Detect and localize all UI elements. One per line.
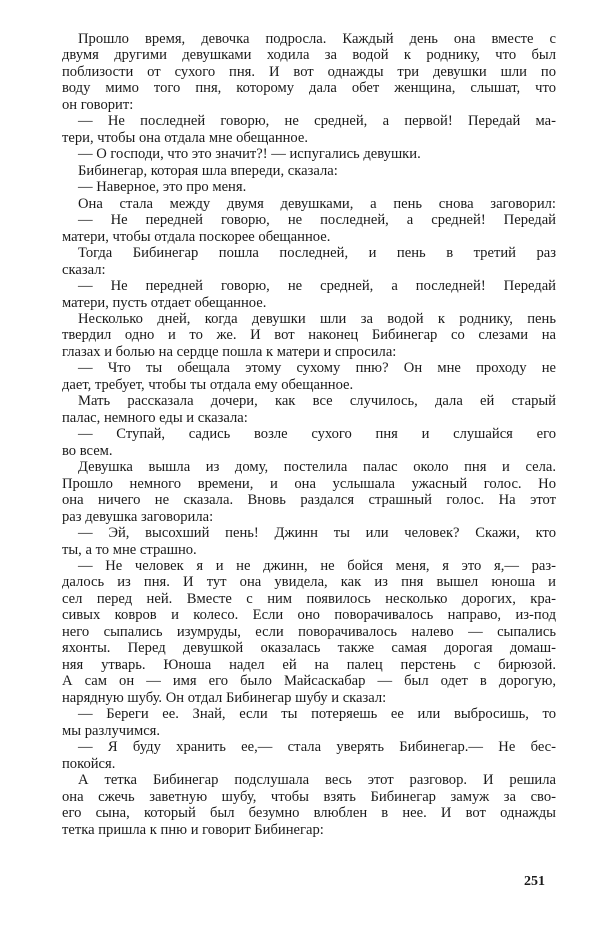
paragraph [62,113,556,146]
text-line: сказал: [62,261,106,278]
book-page-text [62,31,556,838]
text-line: — Не передней говорю, не средней, а последней! Передай [78,278,556,295]
text-line: Прошло немного времени, и она услышала ужасный голос. Но [62,475,556,492]
text-line: нарядную шубу. Он отдал Бибинегар шубу и сказал: [62,689,387,706]
text-line: она сжечь заветную шубу, чтобы взять Бибинегар замуж за сво- [62,788,556,805]
paragraph [62,245,556,278]
text-line: — Наверное, это про меня. [78,179,247,196]
text-line: А сам он — имя его было Майсаскабар — был одет в дорогую, [62,673,556,690]
text-line: Мать рассказала дочери, как все случилось, дала ей старый [78,393,556,410]
text-line: далось из пня. И тут она увидела, как из пня вышел юноша и [62,574,556,591]
text-line: — Береги ее. Знай, если ты потеряешь ее или выбросишь, то [78,706,556,723]
text-line: — Не передней говорю, не последней, а средней! Передай [78,212,556,229]
text-line: Бибинегар, которая шла впереди, сказала: [78,162,338,179]
text-line: сивых ковров и колесо. Если оно поворачивалось направо, из-под [62,607,556,624]
text-line: сел перед ней. Вместе с ним появилось несколько дорогих, кра- [62,590,556,607]
text-line: Несколько дней, когда девушки шли за водой к роднику, пень [78,310,556,327]
text-line: поблизости от сухого пня. И вот однажды три девушки шли по [62,63,556,80]
paragraph [62,179,556,195]
text-line: твердил одно и то же. И вот наконец Бибинегар со слезами на [62,327,556,344]
paragraph [62,739,556,772]
paragraph [62,772,556,838]
text-line: матери, чтобы отдала поскорее обещанное. [62,228,331,245]
text-line: матери, пусть отдает обещанное. [62,294,267,311]
paragraph [62,163,556,179]
text-line: — О господи, что это значит?! — испугались девушки. [78,146,421,163]
paragraph [62,278,556,311]
paragraph [62,31,556,113]
text-line: Она стала между двумя девушками, а пень снова заговорил: [78,195,556,212]
text-line: — Что ты обещала этому сухому пню? Он мне проходу не [78,360,556,377]
text-line: Тогда Бибинегар пошла последней, и пень в третий раз [78,245,556,262]
text-line: палас, немного еды и сказала: [62,409,248,426]
text-line: — Не последней говорю, не средней, а первой! Передай ма- [78,113,556,130]
paragraph [62,558,556,706]
paragraph [62,525,556,558]
text-line: во всем. [62,442,113,459]
text-line: — Я буду хранить ее,— стала уверять Бибинегар.— Не бес- [78,739,556,756]
paragraph [62,311,556,360]
text-line: няя утварь. Юноша надел ей на палец перстень с бирюзой. [62,656,556,673]
paragraph [62,393,556,426]
text-line: — Ступай, садись возле сухого пня и слушайся его [78,426,556,443]
text-line: раз девушка заговорила: [62,508,214,525]
paragraph [62,459,556,525]
paragraph [62,426,556,459]
text-line: она ничего не сказала. Вновь раздался страшный голос. На этот [62,492,556,509]
text-line: его сына, который был безумно влюблен в нее. И вот однажды [62,805,556,822]
text-line: тери, чтобы она отдала мне обещанное. [62,129,309,146]
text-line: А тетка Бибинегар подслушала весь этот разговор. И решила [78,772,556,789]
text-line: яхонты. Перед девушкой оказалась также самая дорогая домаш- [62,640,556,657]
paragraph [62,360,556,393]
text-line: тетка пришла к пню и говорит Бибинегар: [62,821,324,838]
paragraph [62,196,556,212]
text-line: него сыпались изумруды, если поворачивалось налево — сыпались [62,623,556,640]
text-line: двумя другими девушками ходила за водой к роднику, что был [62,47,556,64]
text-line: ты, а то мне страшно. [62,541,197,558]
page-number: 251 [524,874,545,889]
text-line: воду мимо того пня, которому дала обет женщина, слышат, что [62,80,556,97]
text-line: Прошло время, девочка подросла. Каждый день она вместе с [78,31,556,47]
paragraph [62,212,556,245]
text-line: — Эй, высохший пень! Джинн ты или человек? Скажи, кто [78,525,556,542]
text-line: он говорит: [62,96,134,113]
paragraph [62,146,556,162]
text-line: покойся. [62,755,116,772]
text-line: мы разлучимся. [62,722,161,739]
text-line: — Не человек я и не джинн, не бойся меня, я это я,— раз- [78,558,556,574]
paragraph [62,706,556,739]
text-line: глазах и болью на сердце пошла к матери и спросила: [62,343,397,360]
text-line: Девушка вышла из дому, постелила палас около пня и села. [78,459,556,476]
text-line: дает, требует, чтобы ты отдала ему обещанное. [62,376,354,393]
